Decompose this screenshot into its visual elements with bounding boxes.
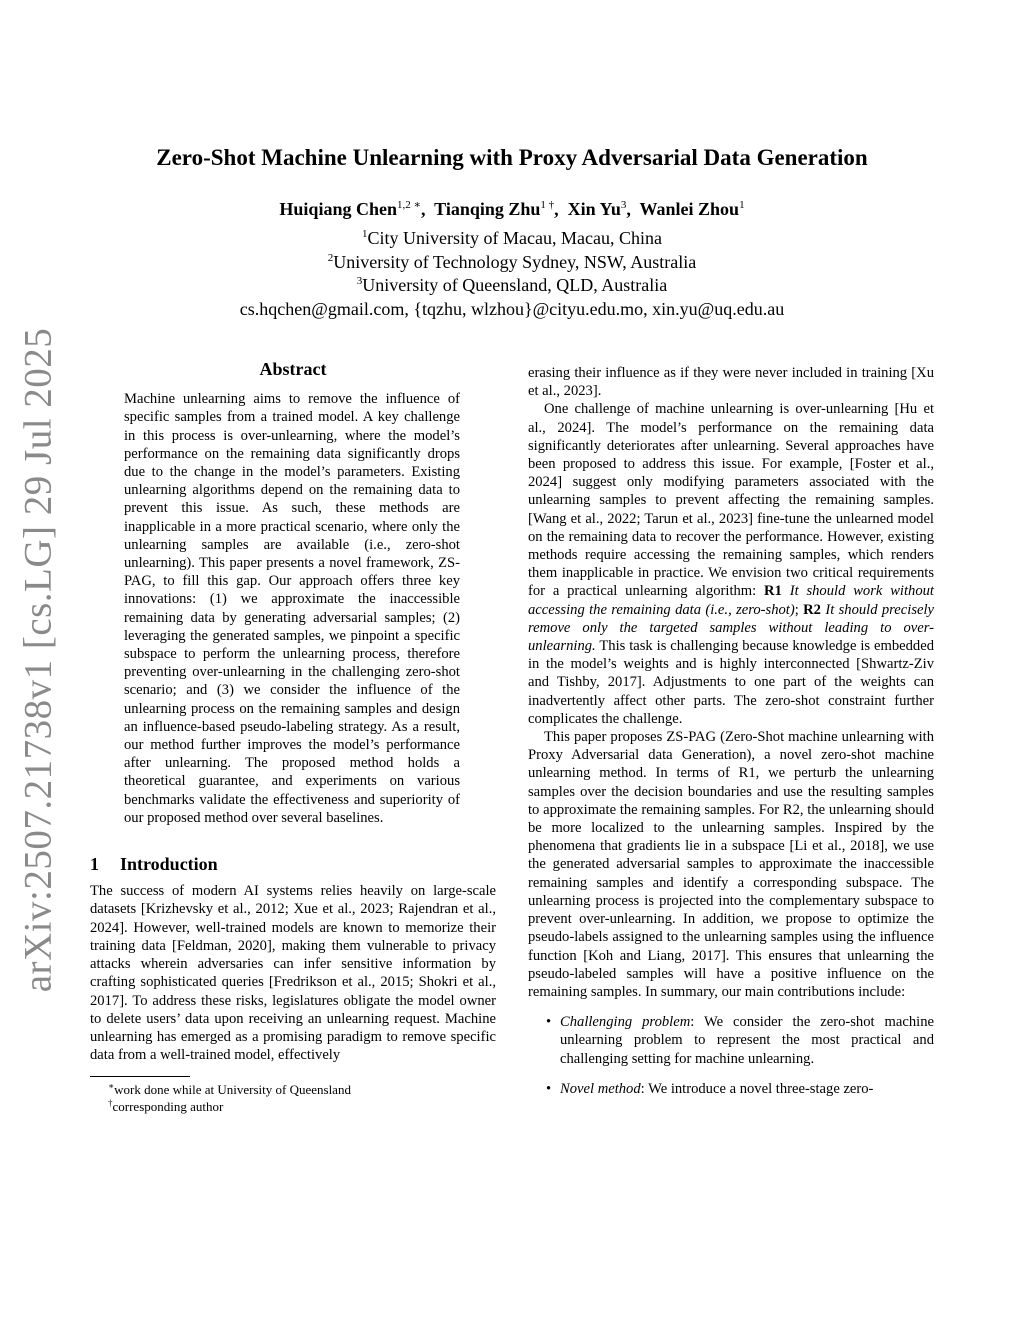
requirement-text: It should work without accessing the remaining data (i.e., zero-shot) bbox=[528, 583, 934, 618]
author-name: Wanlei Zhou bbox=[639, 199, 740, 219]
affiliation-line: $^1$City University of Macau, Macau, China bbox=[362, 228, 662, 248]
footnote-divider bbox=[90, 1076, 190, 1077]
intro-paragraph-1: The success of modern AI systems relies heavily on large-scale datasets [Krizhevsky et al., 2012; Xue et al., 2023; Rajendran et al., 2024]. However, well-trained models are known to memorize their training data [Feldman, 2020], making them vulnerable to privacy attacks wherein adversaries can infer sensitive information by crafting sophisticated queries [Fredrikson et al., 2015; Shokri et al., 2017]. To address these risks, legislatures obligate the model owner to delete users’ data upon receiving an unlearning request. Machine unlearning has emerged as a promising paradigm to remove specific data from a well-trained model, effectively bbox=[90, 883, 496, 1064]
section-title: Introduction bbox=[120, 854, 218, 875]
left-column bbox=[90, 360, 496, 1115]
footnote: ∗work done while at University of Queensland bbox=[108, 1081, 351, 1098]
author-name: Xin Yu bbox=[567, 199, 621, 219]
affiliation-line: $^2$University of Technology Sydney, NSW, Australia bbox=[327, 251, 697, 272]
right-column bbox=[528, 364, 934, 1110]
contributions-list bbox=[528, 1013, 934, 1098]
list-item: • Novel method: We introduce a novel three-stage zero- bbox=[546, 1080, 874, 1097]
author-emails: cs.hqchen@gmail.com, {tqzhu, wlzhou}@cityu.edu.mo, xin.yu@uq.edu.au bbox=[239, 298, 785, 319]
list-item: • Challenging problem: We consider the zero-shot machine unlearning problem to represent the most practical and challenging setting for machine unlearning. bbox=[546, 1014, 934, 1067]
abstract-text: Machine unlearning aims to remove the influence of specific samples from a trained model. A key challenge in this process is over-unlearning, where the model’s performance on the remaining data significantly drops due to the change in the model’s parameters. Existing unlearning algorithms depend on the remaining data to prevent this issue. As such, these methods are inapplicable in a more practical scenario, where only the unlearning samples are available (i.e., zero-shot unlearning). This paper presents a novel framework, ZS-PAG, to fill this gap. Our approach offers three key innovations: (1) we approximate the inaccessible remaining data by generating adversarial samples; (2) leveraging the generated samples, we pinpoint a specific subspace to perform the unlearning process, therefore preventing over-unlearning in the challenging zero-shot scenario; and (3) we consider the influence of the unlearning process on the remaining samples and design an influence-based pseudo-labeling strategy. As a result, our method further improves the model’s performance after unlearning. The proposed method holds a theoretical guarantee, and experiments on various benchmarks validate the effectiveness and superiority of our proposed method over several baselines. bbox=[124, 391, 460, 826]
requirement-text: It should precisely remove only the targeted samples without leading to over-unlearning. bbox=[528, 601, 935, 655]
author-list: Huiqiang Chen$^{1,2 ∗}$, Tianqing Zhu$^{1 \dagger}$, Xin Yu$^3$, Wanlei Zhou$^1$ bbox=[279, 199, 745, 219]
requirement-label: R1 bbox=[764, 583, 782, 600]
paper-title: Zero-Shot Machine Unlearning with Proxy Adversarial Data Generation bbox=[156, 145, 868, 170]
contribution-label: Challenging problem bbox=[560, 1014, 691, 1031]
arxiv-identifier: arXiv:2507.21738v1 [cs.LG] 29 Jul 2025 bbox=[16, 327, 60, 993]
contribution-label: Novel method bbox=[560, 1080, 641, 1097]
requirement-label: R2 bbox=[803, 601, 821, 618]
abstract-heading: Abstract bbox=[259, 359, 327, 379]
affiliation-line: $^3$University of Queensland, QLD, Australia bbox=[356, 275, 668, 295]
section-number: 1 bbox=[90, 854, 99, 875]
author-name: Huiqiang Chen bbox=[279, 199, 397, 219]
author-affil-mark: 3 bbox=[620, 199, 627, 211]
intro-paragraph-2: One challenge of machine unlearning is over-unlearning [Hu et al., 2024]. The model’s performance on the remaining data significantly deteriorates after unlearning. Several approaches have been proposed to address this issue. For example, [Foster et al., 2024] suggest only modifying parameters associated with the unlearning samples to prevent affecting the remaining samples. [Wang et al., 2022; Tarun et al., 2023] fine-tune the unlearned model on the remaining data to recover the performance. However, existing methods require accessing the remaining samples, which renders them inapplicable in practice. We envision two critical requirements for a practical unlearning algorithm: R1 It should work without accessing the remaining data (i.e., zero-shot); R2 It should precisely remove only the targeted samples without leading to over-unlearning. This task is challenging because knowledge is embedded in the model’s weights and is highly interconnected [Shwartz-Ziv and Tishby, 2017]. Adjustments to one part of the weights can inadvertently affect other parts. The zero-shot constraint further complicates the challenge. bbox=[528, 401, 935, 727]
author-name: Tianqing Zhu bbox=[434, 199, 541, 219]
affiliation-block bbox=[0, 227, 1024, 321]
abstract-body bbox=[90, 390, 496, 827]
intro-paragraph-1-continued: erasing their influence as if they were never included in training [Xu et al., 2023]. bbox=[528, 365, 934, 400]
section-heading-introduction bbox=[90, 855, 496, 873]
intro-paragraph-3: This paper proposes ZS-PAG (Zero-Shot machine unlearning with Proxy Adversarial data Generation), a novel zero-shot machine unlearning method. In terms of R1, we perturb the unlearning samples over the decision boundaries and use the resulting samples to approximate the remaining samples. For R2, the unlearning should be more localized to the unlearning samples. Inspired by the phenomena that gradients lie in a subspace [Li et al., 2018], we use the generated adversarial samples to approximate the inaccessible remaining samples and identify a corresponding subspace. The unlearning process is projected into the complementary subspace to prevent over-unlearning. In addition, we propose to optimize the pseudo-labels assigned to the unlearning samples using the influence function [Koh and Liang, 2017]. This ensures that unlearning the pseudo-labeled samples will have a positive influence on the remaining samples. In summary, our main contributions include: bbox=[528, 729, 934, 1000]
author-affil-mark: 1 † bbox=[540, 199, 555, 211]
author-affil-mark: 1,2 ∗ bbox=[396, 199, 421, 211]
author-affil-mark: 1 bbox=[739, 199, 745, 211]
footnote: †corresponding author bbox=[108, 1098, 224, 1115]
